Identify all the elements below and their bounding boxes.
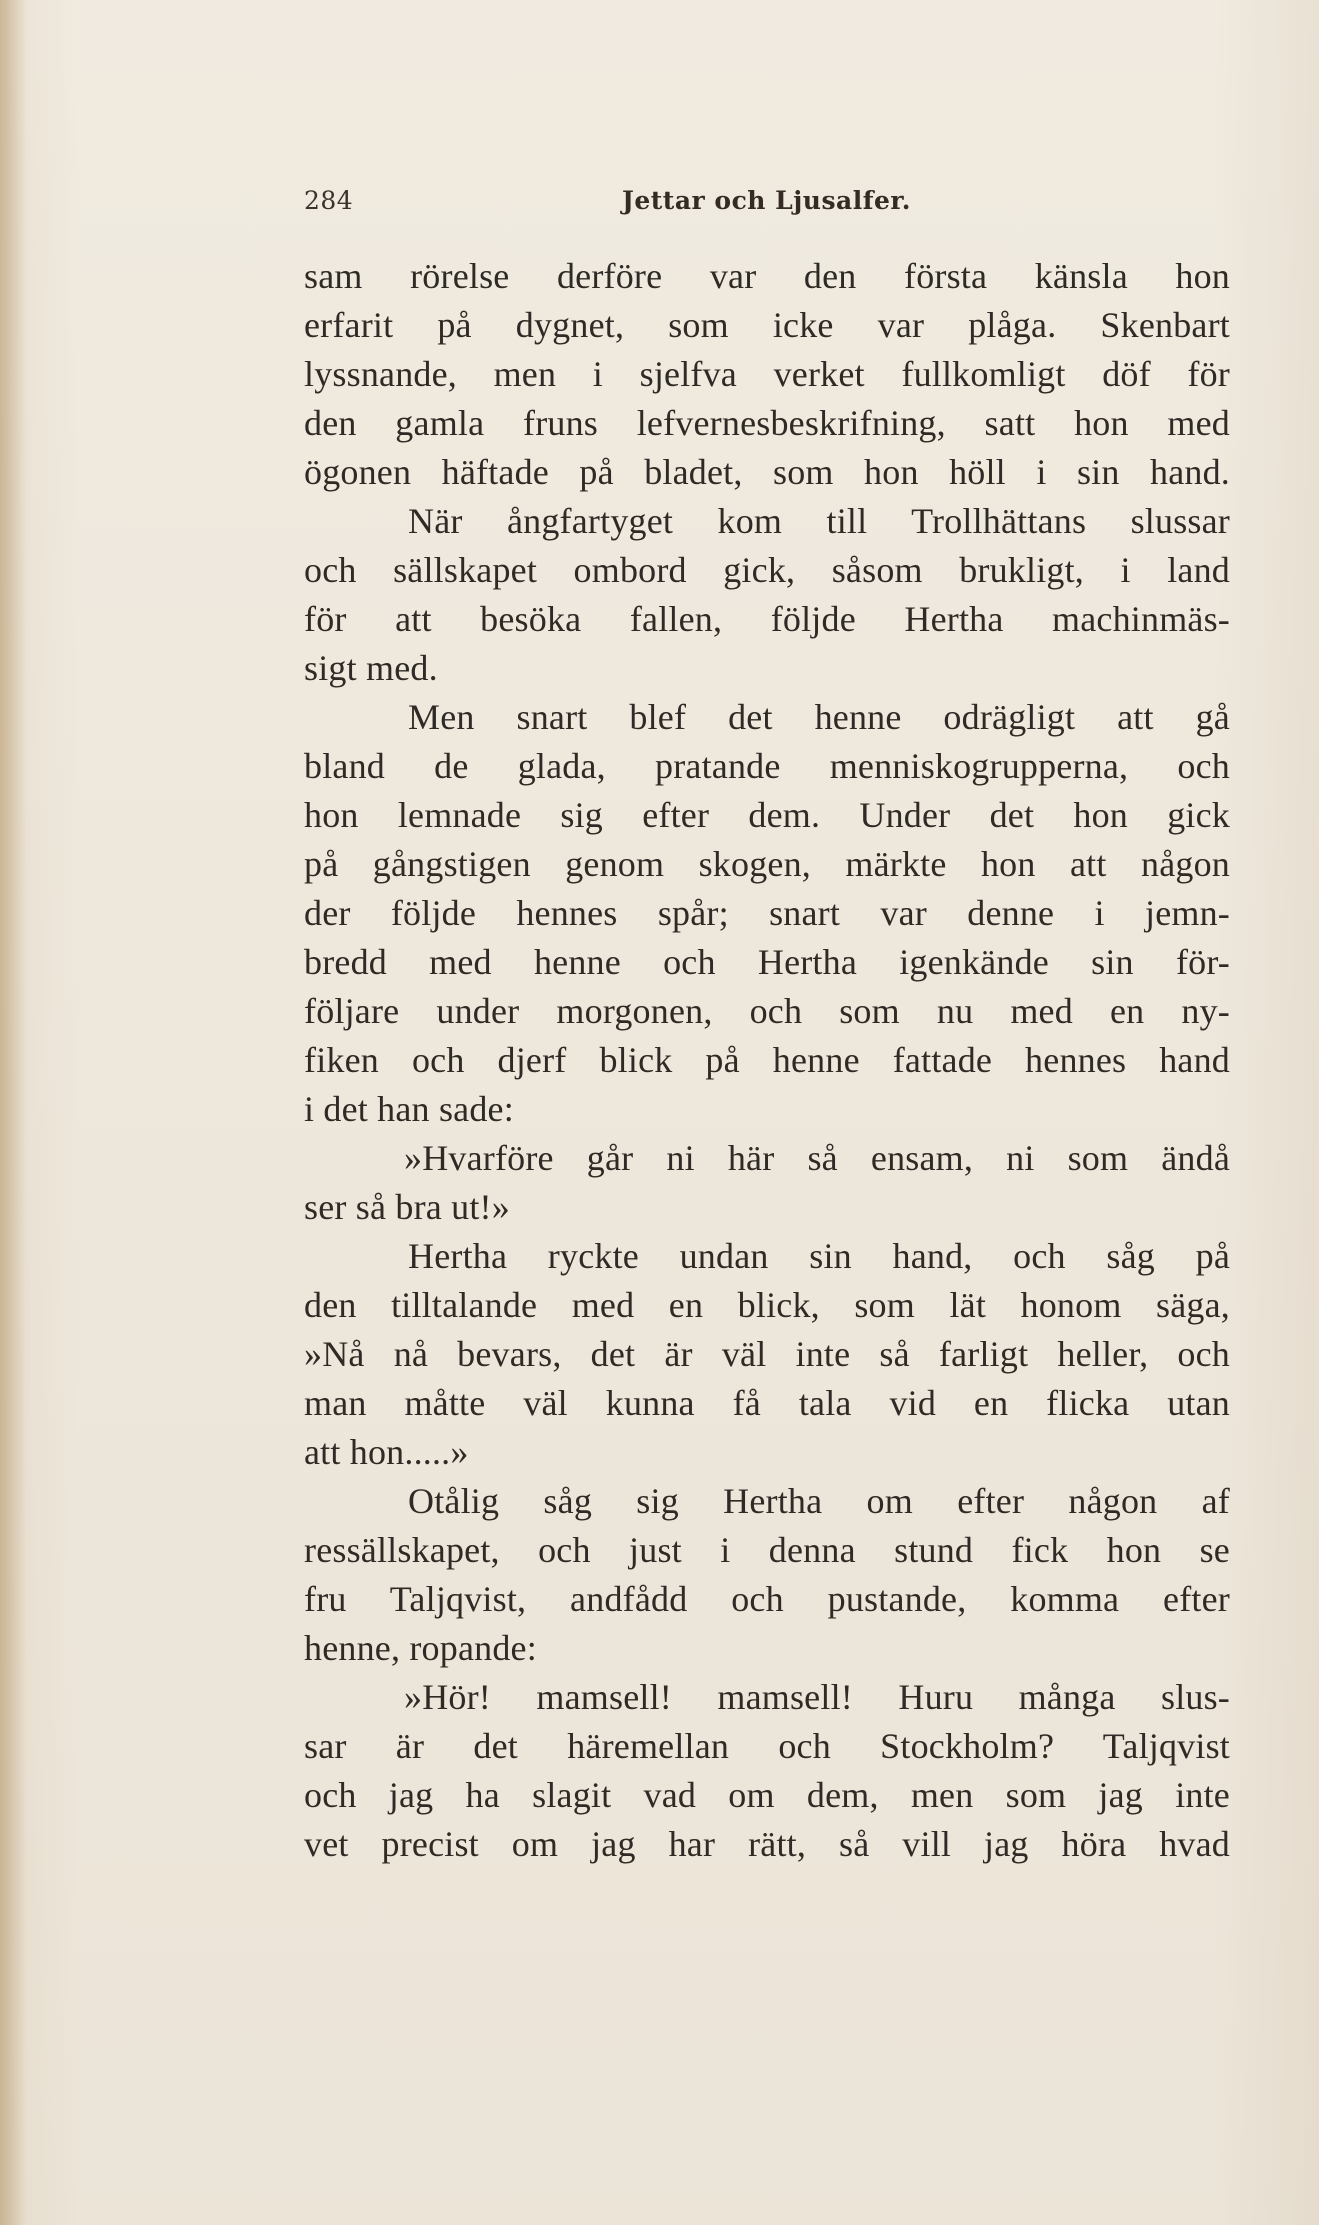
text-line: Hertha ryckte undan sin hand, och såg på: [408, 1236, 1230, 1276]
text-line: ressällskapet, och just i denna stund fick hon se: [304, 1530, 1230, 1570]
running-title: Jettar och Ljusalfer.: [622, 186, 911, 215]
text-line: fiken och djerf blick på henne fattade hennes hand: [304, 1040, 1230, 1080]
text-line: vet precist om jag har rätt, så vill jag höra hvad: [304, 1824, 1230, 1864]
page-body: [304, 252, 1230, 1869]
text-line: ser så bra ut!»: [304, 1187, 510, 1227]
text-line: der följde hennes spår; snart var denne i jemn-: [304, 893, 1230, 933]
text-line: bland de glada, pratande menniskogrupperna, och: [304, 746, 1230, 786]
text-line: Men snart blef det henne odrägligt att gå: [408, 697, 1230, 737]
text-line: sam rörelse derföre var den första känsla hon: [304, 256, 1230, 296]
page-header: [304, 186, 1230, 226]
text-line: den tilltalande med en blick, som lät honom säga,: [304, 1285, 1230, 1325]
text-line: Otålig såg sig Hertha om efter någon af: [408, 1481, 1230, 1521]
text-line: att hon.....»: [304, 1432, 469, 1472]
text-line: bredd med henne och Hertha igenkände sin för-: [304, 942, 1230, 982]
text-line: på gångstigen genom skogen, märkte hon att någon: [304, 844, 1230, 884]
text-line: sigt med.: [304, 648, 438, 688]
text-line: i det han sade:: [304, 1089, 514, 1129]
text-line: lyssnande, men i sjelfva verket fullkomligt döf för: [304, 354, 1230, 394]
text-line: följare under morgonen, och som nu med en ny-: [304, 991, 1230, 1031]
text-line: fru Taljqvist, andfådd och pustande, komma efter: [304, 1579, 1230, 1619]
text-line: man måtte väl kunna få tala vid en flicka utan: [304, 1383, 1230, 1423]
page-edge-shadow: [0, 0, 26, 2225]
text-line: »Nå nå bevars, det är väl inte så farligt heller, och: [304, 1334, 1230, 1374]
text-line: När ångfartyget kom till Trollhättans slussar: [408, 501, 1230, 541]
text-line: »Hör! mamsell! mamsell! Huru många slus-: [404, 1677, 1230, 1717]
text-line: hon lemnade sig efter dem. Under det hon gick: [304, 795, 1230, 835]
text-line: »Hvarföre går ni här så ensam, ni som ändå: [404, 1138, 1230, 1178]
text-line: henne, ropande:: [304, 1628, 537, 1668]
text-line: ögonen häftade på bladet, som hon höll i sin hand.: [304, 452, 1230, 492]
text-line: erfarit på dygnet, som icke var plåga. Skenbart: [304, 305, 1230, 345]
text-line: sar är det häremellan och Stockholm? Taljqvist: [304, 1726, 1230, 1766]
text-line: och jag ha slagit vad om dem, men som jag inte: [304, 1775, 1230, 1815]
text-line: den gamla fruns lefvernesbeskrifning, satt hon med: [304, 403, 1230, 443]
text-line: och sällskapet ombord gick, såsom brukligt, i land: [304, 550, 1230, 590]
page-number: 284: [304, 186, 354, 215]
text-line: för att besöka fallen, följde Hertha machinmäs-: [304, 599, 1230, 639]
